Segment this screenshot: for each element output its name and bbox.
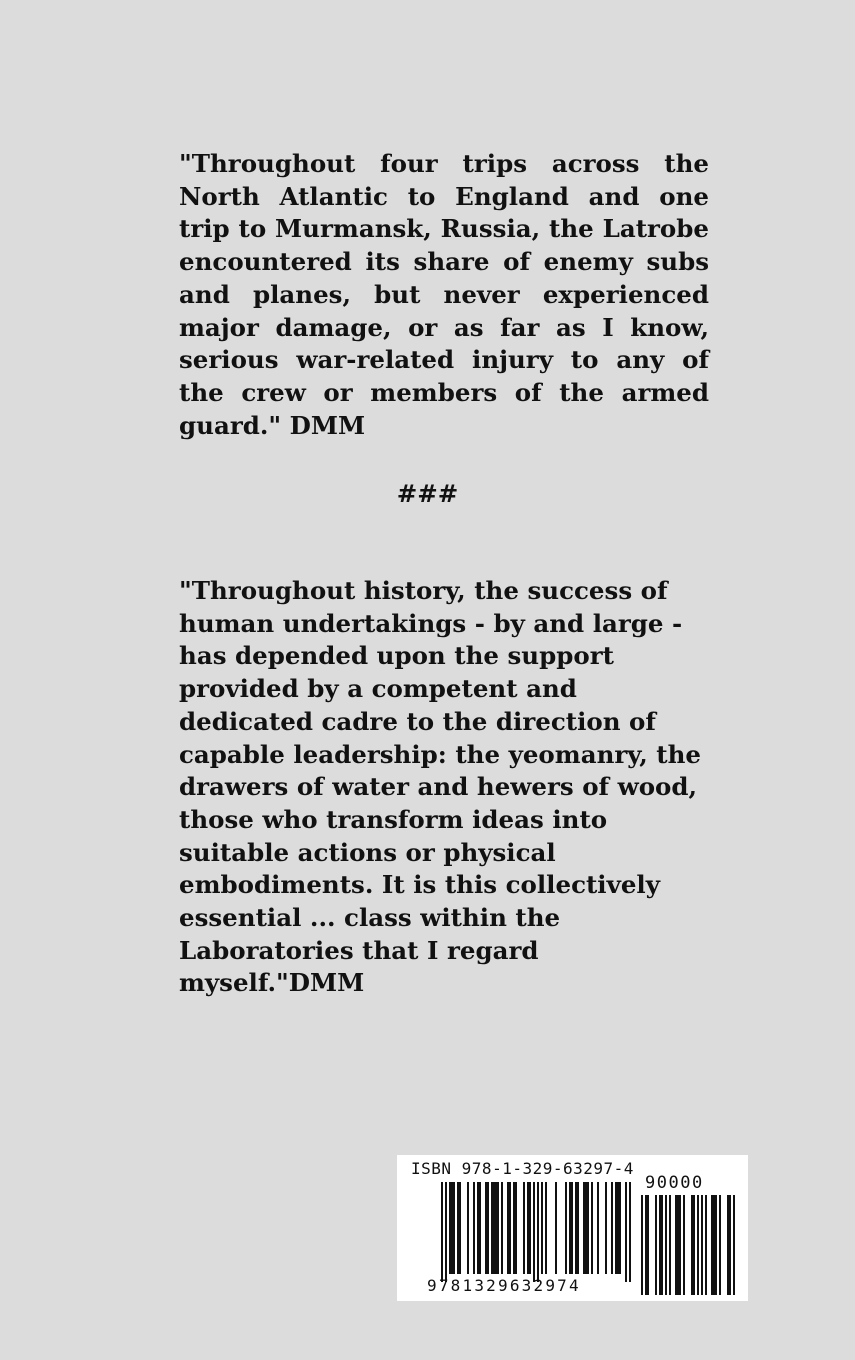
addon-bar	[701, 1195, 703, 1295]
addon-bar	[641, 1195, 643, 1295]
barcode-bar	[491, 1182, 493, 1274]
addon-bar	[733, 1195, 735, 1295]
addon-bar	[665, 1195, 667, 1295]
barcode-bar	[571, 1182, 573, 1274]
barcode-bar	[451, 1182, 453, 1274]
barcode-guard-bar	[629, 1182, 631, 1282]
addon-bar	[645, 1195, 647, 1295]
barcode-bar	[545, 1182, 547, 1274]
barcode-bar	[459, 1182, 461, 1274]
barcode-bar	[529, 1182, 531, 1274]
barcode-bar	[575, 1182, 577, 1274]
barcode-bar	[617, 1182, 619, 1274]
barcode-bar	[479, 1182, 481, 1274]
barcode-bar	[473, 1182, 475, 1274]
barcode-guard-bar	[625, 1182, 627, 1282]
barcode-bar	[615, 1182, 617, 1274]
addon-bar	[727, 1195, 729, 1295]
barcode-bar	[497, 1182, 499, 1274]
back-cover-quote-2: "Throughout history, the success of human undertakings - by and large - has depended upon the support provided by a competent and dedicated cadre to the direction of capable leadership: the yeomanry, the drawers of water and hewers of wood, those who transform ideas into suitable actions or physical embodiments. It is this collectively essential ... class within the Laboratories that I regard myself."DMM	[179, 576, 701, 998]
barcode-bar	[513, 1182, 515, 1274]
barcode-guard-bar	[537, 1182, 539, 1282]
addon-bar	[713, 1195, 715, 1295]
addon-bar	[647, 1195, 649, 1295]
barcode-bar	[585, 1182, 587, 1274]
barcode-bar	[515, 1182, 517, 1274]
barcode-bar	[541, 1182, 543, 1274]
barcode-guard-bar	[445, 1182, 447, 1282]
barcode-bar	[591, 1182, 593, 1274]
addon-bar	[683, 1195, 685, 1295]
back-cover-quote-1: "Throughout four trips across the North Atlantic to England and one trip to Murmansk, Russia, the Latrobe encountered its share of enemy subs and planes, but never experienced major damage, or as far as I know, serious war-related injury to any of the crew or members of the armed guard." DMM	[179, 149, 709, 440]
barcode-bar	[509, 1182, 511, 1274]
barcode-bar	[467, 1182, 469, 1274]
addon-bar	[705, 1195, 707, 1295]
section-separator: ###	[396, 479, 459, 508]
barcode-bar	[619, 1182, 621, 1274]
addon-bar	[661, 1195, 663, 1295]
addon-bar	[711, 1195, 713, 1295]
barcode-bar	[527, 1182, 529, 1274]
barcode-bar	[605, 1182, 607, 1274]
barcode-bar	[487, 1182, 489, 1274]
barcode-bar	[569, 1182, 571, 1274]
barcode-bar	[523, 1182, 525, 1274]
addon-bar	[675, 1195, 677, 1295]
addon-bar	[697, 1195, 699, 1295]
barcode-bar	[583, 1182, 585, 1274]
ean-digits: 9781329632974	[427, 1276, 581, 1295]
barcode-bar	[485, 1182, 487, 1274]
addon-bar	[693, 1195, 695, 1295]
barcode-guard-bar	[441, 1182, 443, 1282]
addon-bar	[659, 1195, 661, 1295]
barcode-guard-bar	[533, 1182, 535, 1282]
addon-bar	[655, 1195, 657, 1295]
addon-bar	[715, 1195, 717, 1295]
addon-bar	[677, 1195, 679, 1295]
barcode-bar	[449, 1182, 451, 1274]
barcode-bar	[507, 1182, 509, 1274]
addon-bar	[691, 1195, 693, 1295]
barcode-bar	[587, 1182, 589, 1274]
addon-bar	[719, 1195, 721, 1295]
barcode-bar	[495, 1182, 497, 1274]
addon-bar	[679, 1195, 681, 1295]
isbn-barcode	[397, 1155, 748, 1301]
barcode-bar	[565, 1182, 567, 1274]
barcode-bar	[477, 1182, 479, 1274]
isbn-label: ISBN 978-1-329-63297-4	[411, 1159, 634, 1178]
barcode-bar	[597, 1182, 599, 1274]
barcode-bar	[457, 1182, 459, 1274]
addon-bar	[729, 1195, 731, 1295]
barcode-bar	[611, 1182, 613, 1274]
price-addon-digits: 90000	[645, 1173, 704, 1193]
barcode-bar	[453, 1182, 455, 1274]
barcode-bar	[577, 1182, 579, 1274]
addon-bar	[669, 1195, 671, 1295]
barcode-bar	[493, 1182, 495, 1274]
barcode-bar	[501, 1182, 503, 1274]
barcode-bar	[555, 1182, 557, 1274]
